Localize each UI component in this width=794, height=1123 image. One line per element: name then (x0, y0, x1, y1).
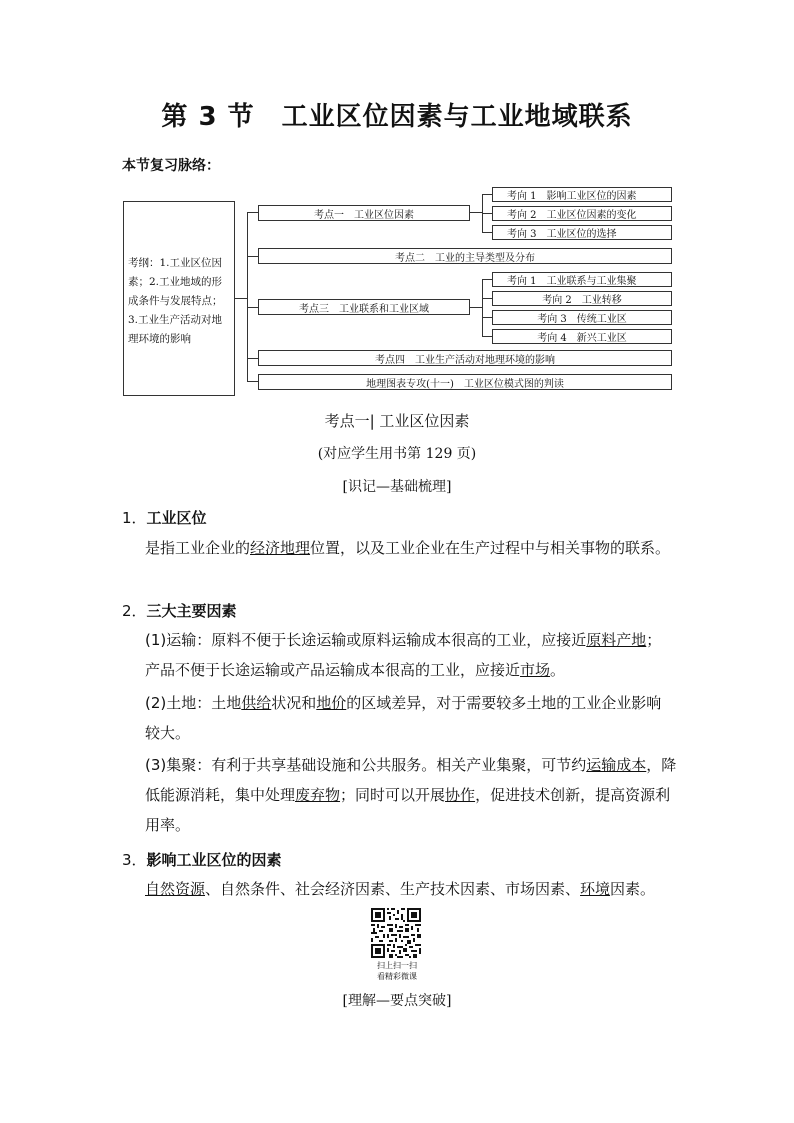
connector (247, 256, 258, 257)
item-text: (1)运输：原料不便于长途运输或原料运输成本很高的工业，应接近原料产地；产品不便于长途运输或产品运输成本很高的工业，应接近市场。 (145, 631, 662, 679)
page-title: 第 3 节 工业区位因素与工业地域联系 (161, 102, 633, 132)
item-text: (2)土地：土地供给状况和地价的区域差异，对于需要较多土地的工业企业影响较大。 (145, 694, 662, 742)
connector (247, 212, 258, 213)
item-text: 自然资源、自然条件、社会经济因素、生产技术因素、市场因素、环境因素。 (145, 880, 656, 898)
connector (482, 279, 492, 280)
connector (247, 381, 258, 382)
item-text: (3)集聚：有利于共享基础设施和公共服务。相关产业集聚，可节约运输成本，降低能源消耗，集中处理废弃物；同时可以开展协作，促进技术创新，提高资源利用率。 (145, 756, 677, 834)
item-heading: 3．影响工业区位的因素 (122, 851, 282, 869)
connector (247, 307, 258, 308)
item-heading: 1．工业区位 (122, 509, 207, 527)
connector (470, 307, 482, 308)
connector (235, 298, 247, 299)
direction-box: 考向 3 传统工业区 (492, 310, 672, 325)
page-reference: (对应学生用书第 129 页) (317, 446, 477, 462)
connector (482, 213, 492, 214)
direction-box: 考向 4 新兴工业区 (492, 329, 672, 344)
understand-label: [理解—要点突破] (342, 993, 452, 1009)
direction-box: 考向 1 影响工业区位的因素 (492, 187, 672, 202)
basic-label: [识记—基础梳理] (342, 479, 452, 495)
connector (482, 317, 492, 318)
connector (482, 336, 492, 337)
connector (482, 194, 492, 195)
direction-box: 考向 2 工业转移 (492, 291, 672, 306)
point-box-1: 考点一 工业区位因素 (258, 205, 470, 221)
direction-box: 考向 2 工业区位因素的变化 (492, 206, 672, 221)
section-heading (0, 410, 794, 431)
direction-box: 考向 1 工业联系与工业集聚 (492, 272, 672, 287)
connector (482, 298, 492, 299)
point-box-5: 地理图表专攻(十一) 工业区位模式图的判读 (258, 374, 672, 390)
qr-code-icon[interactable] (371, 908, 421, 958)
connector (482, 232, 492, 233)
section-tag: 考点一| (324, 412, 375, 430)
direction-box: 考向 3 工业区位的选择 (492, 225, 672, 240)
connector (247, 358, 258, 359)
connector (482, 279, 483, 336)
connector (247, 212, 248, 382)
outline-label: 本节复习脉络： (122, 158, 220, 174)
point-box-4: 考点四 工业生产活动对地理环境的影响 (258, 350, 672, 366)
point-box-3: 考点三 工业联系和工业区域 (258, 299, 470, 315)
qr-caption: 扫上扫一扫 看精彩微课 (377, 961, 417, 981)
syllabus-box: 考纲：1.工业区位因素；2.工业地域的形成条件与发展特点；3.工业生产活动对地理环境的影响 (123, 201, 235, 396)
section-title: 工业区位因素 (379, 412, 470, 430)
point-box-2: 考点二 工业的主导类型及分布 (258, 248, 672, 264)
item-heading: 2．三大主要因素 (122, 602, 237, 620)
connector (470, 212, 482, 213)
item-text: 是指工业企业的经济地理位置，以及工业企业在生产过程中与相关事物的联系。 (145, 539, 671, 557)
